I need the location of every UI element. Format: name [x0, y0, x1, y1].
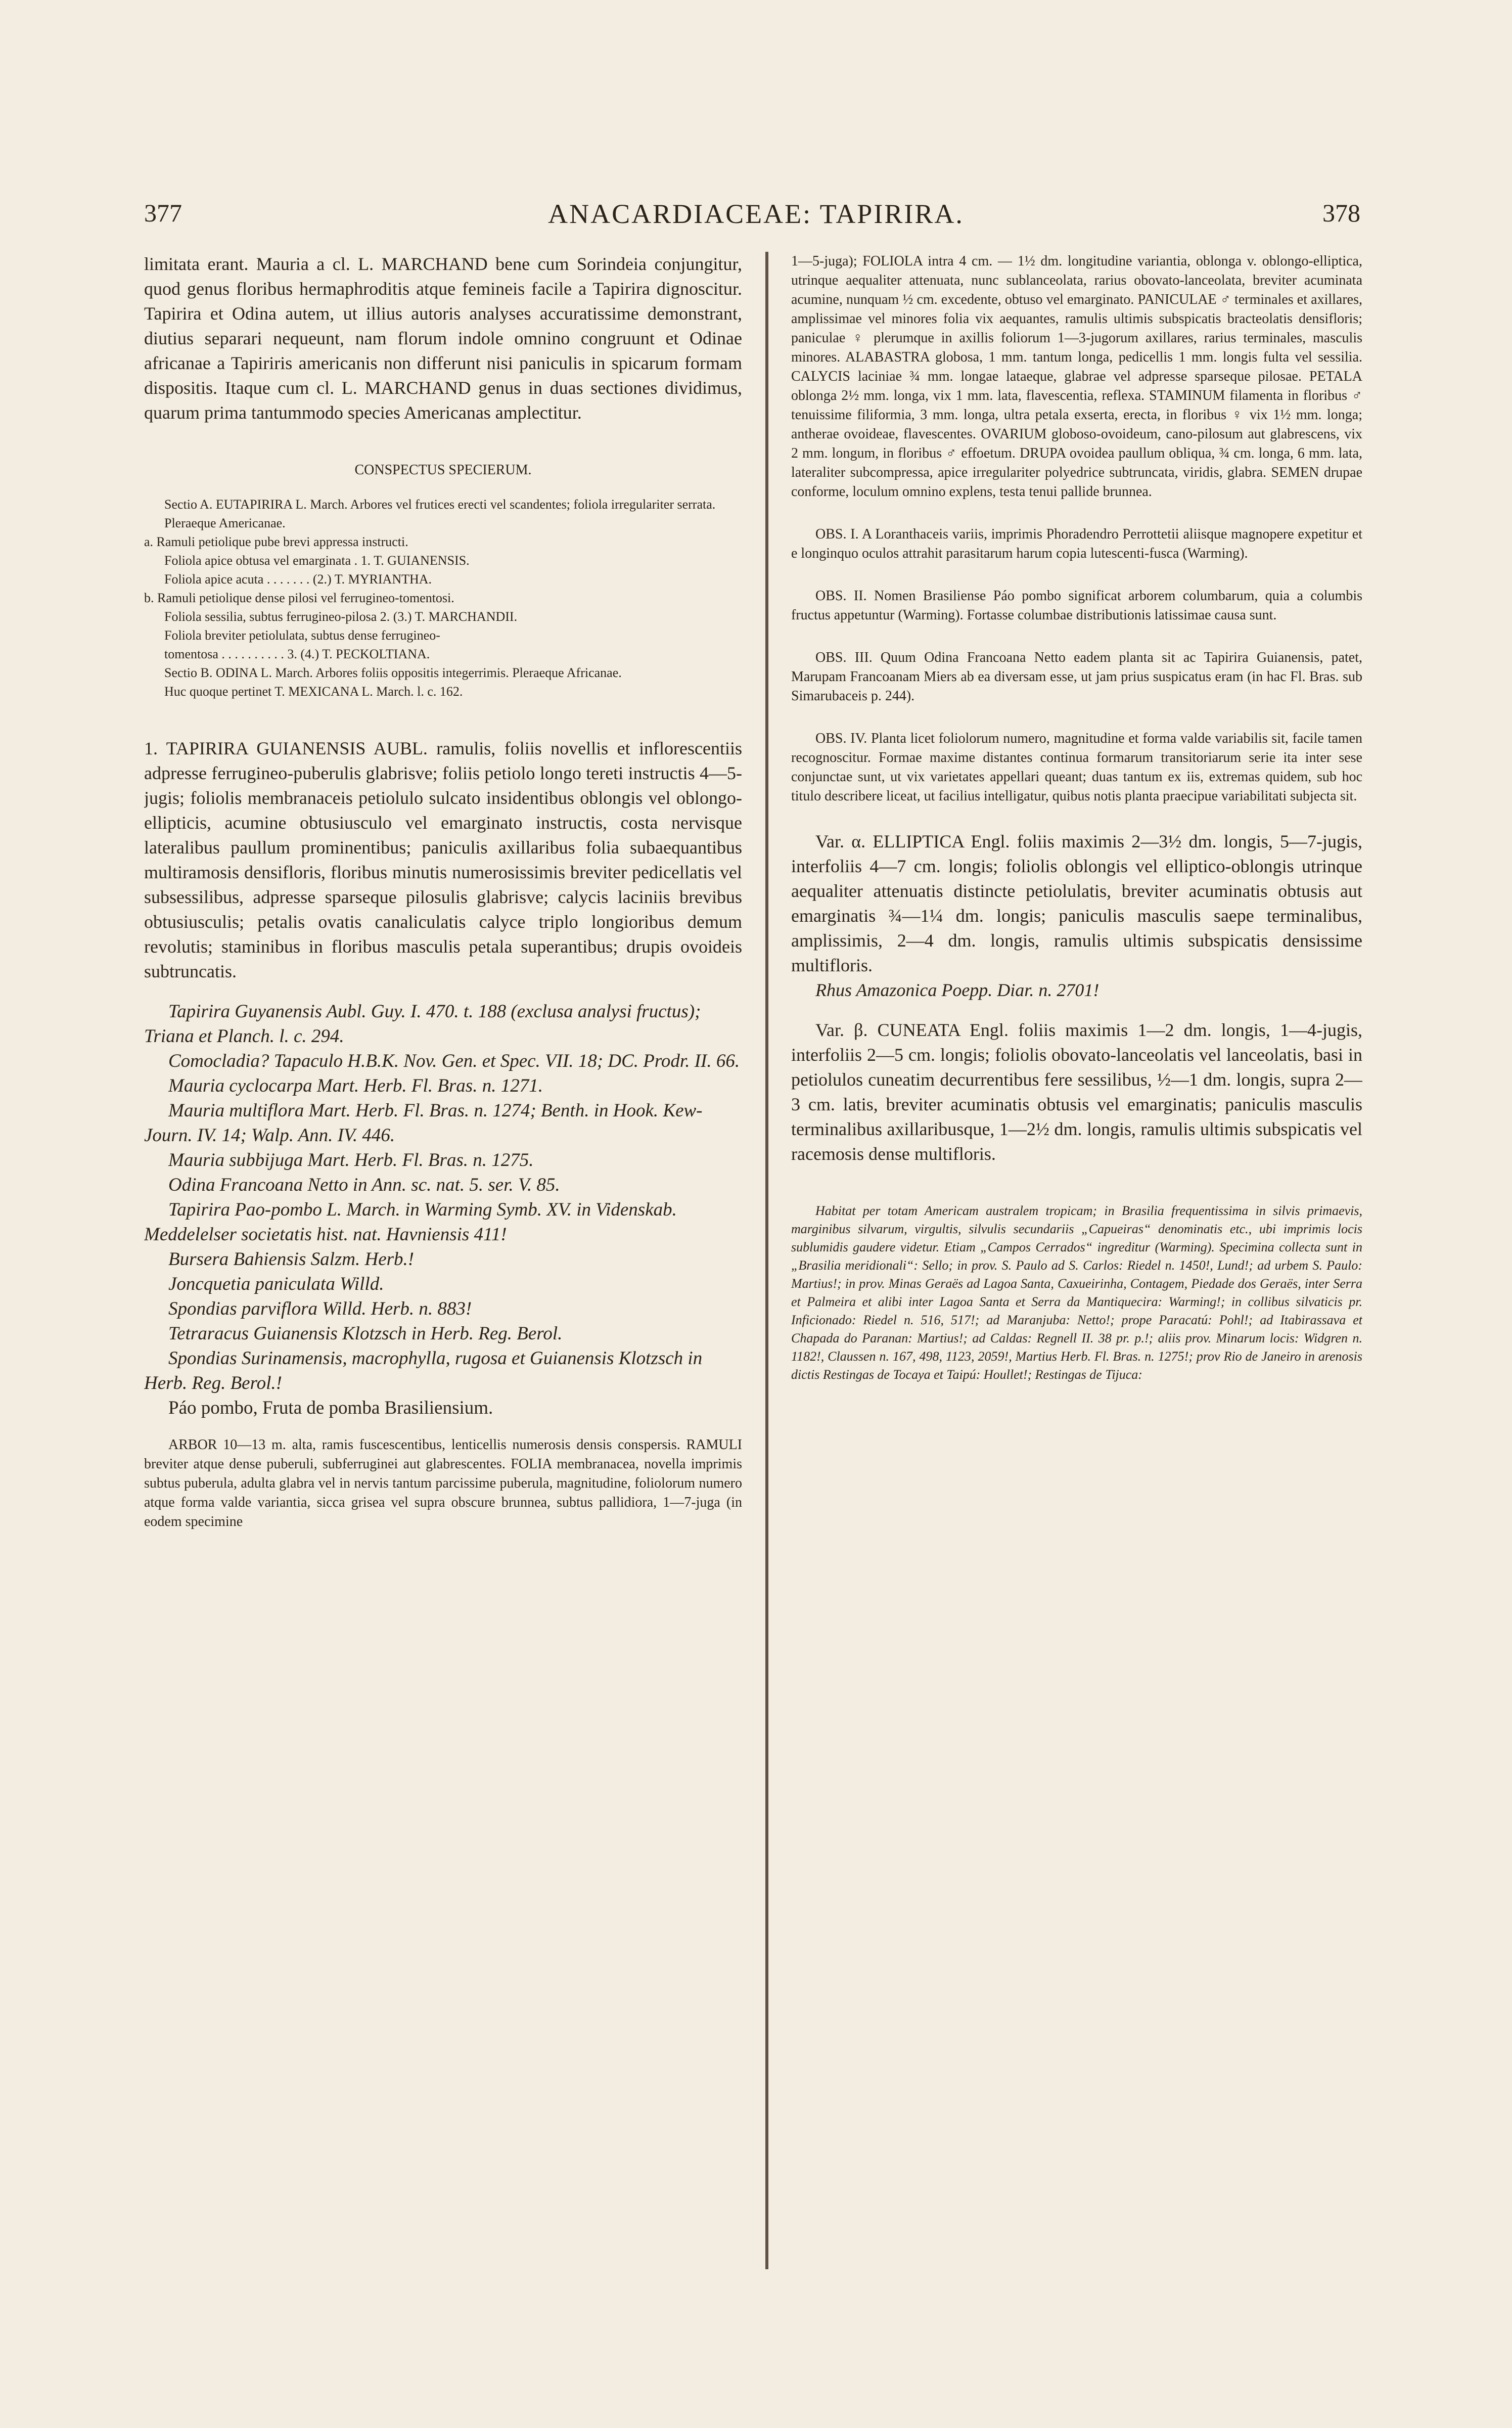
variety-alpha: Var. α. ELLIPTICA Engl. foliis maximis 2—3½ dm. longis, 5—7-jugis, interfoliis 4—7 cm. longis; foliolis oblongis vel elliptico-oblongis utrinque aequaliter attenuatis distincte petiolulatis, breviter acuminatis obtusis aut emarginatis ¾—1¼ dm. longis; paniculis masculis saepe terminalibus, amplissimis, 2—4 dm. longis, ramulis ultimis subspicatis densissime multifloris.: [791, 831, 1362, 975]
page-number-left: 377: [144, 199, 182, 227]
key-line: tomentosa . . . . . . . . . . 3. (4.) T. PECKOLTIANA.: [164, 647, 430, 661]
arbor-description: ARBOR 10—13 m. alta, ramis fuscescentibus, lenticellis numerosis densis conspersis. RAMULI breviter atque dense puberuli, subferruginei aut glabrescentes. FOLIA membranacea, novella imprimis subtus puberula, adulta glabra vel in nervis tantum parcissime puberula, magnitudine, foliolorum numero atque forma valde variantia, sicca grisea vel supra obscure brunnea, subtus pallidiora, 1—7-juga (in eodem specimine: [144, 1437, 742, 1530]
species-description: 1. TAPIRIRA GUIANENSIS AUBL. ramulis, foliis novellis et inflorescentiis adpresse ferrugineo-puberulis glabrisve; foliis petiolo longo tereti instructis 4—5-jugis; foliolis membranaceis petiolulo sulcato insidentibus oblongis vel oblongo-ellipticis, acumine obtusiusculo vel emarginato instructis, costa nervisque lateralibus paullum prominentibus; paniculis axillaribus folia subaequantibus multiramosis densifloris, floribus minutis numerosissimis breviter pedicellatis vel subsessilibus, adpresse sparseque pilosulis glabrisve; calycis laciniis brevibus obtusiusculis; petalis ovatis canaliculatis calyce triplo longioribus demum revolutis; staminibus in floribus masculis petala superantibus; drupis ovoideis subtruncatis.: [144, 738, 742, 981]
variety-alpha-synonym: Rhus Amazonica Poepp. Diar. n. 2701!: [815, 980, 1099, 1000]
page-header: [0, 198, 1512, 244]
synonym: Mauria subbijuga Mart. Herb. Fl. Bras. n. 1275.: [168, 1150, 534, 1171]
observation-1: OBS. I. A Loranthaceis variis, imprimis Phoradendro Perrottetii aliisque magnopere expetitur et e longinquo oculos attrahit parasitarum harum copia lutescenti-fusca (Warming).: [791, 526, 1362, 561]
page-number-right: 378: [1322, 199, 1360, 227]
key-line: b. Ramuli petiolique dense pilosi vel ferrugineo-tomentosi.: [144, 591, 454, 605]
key-line: Huc quoque pertinet T. MEXICANA L. March. l. c. 162.: [164, 684, 463, 699]
description-continued: 1—5-juga); FOLIOLA intra 4 cm. — 1½ dm. longitudine variantia, oblonga v. oblongo-elliptica, utrinque aequaliter attenuata, nunc sublanceolata, rarius obovato-lanceolata, breviter acuminata acumine, nunquam ½ cm. excedente, obtuso vel emarginato. PANICULAE ♂ terminales et axillares, amplissimae vel minores folia vix aequantes, ramulis ultimis subspicatis bracteolatis densifloris; paniculae ♀ plerumque in axillis foliorum 1—3-jugorum axillares, rarius terminales, masculis minores. ALABASTRA globosa, 1 mm. tantum longa, pedicellis 1 mm. longis fulta vel sessilia. CALYCIS laciniae ¾ mm. longae lataeque, glabrae vel adpresse sparseque pilosae. PETALA oblonga 2½ mm. longa, vix 1 mm. lata, flavescentia, reflexa. STAMINUM filamenta in floribus ♂ tenuissime filiformia, 3 mm. longa, ultra petala exserta, erecta, in floribus ♀ vix 1½ mm. longa; antherae ovoideae, flavescentes. OVARIUM globoso-ovoideum, cano-pilosum aut glabrescens, vix 2 mm. longum, in floribus ♂ effoetum. DRUPA ovoidea paullum obliqua, ¾ cm. longa, 6 mm. lata, lateraliter subcompressa, apice irregulariter polyedrice subtruncata, viridis, glabra. SEMEN drupae conforme, loculum omnino explens, testa tenui pallide brunnea.: [791, 253, 1362, 500]
synonym: Odina Francoana Netto in Ann. sc. nat. 5. ser. V. 85.: [168, 1175, 560, 1195]
key-line: Sectio B. ODINA L. March. Arbores foliis oppositis integerrimis. Pleraeque Africanae.: [164, 665, 622, 680]
key-line: Foliola breviter petiolulata, subtus dense ferrugineo-: [164, 628, 440, 643]
synonym-list: [144, 999, 742, 1420]
synonym: Spondias parviflora Willd. Herb. n. 883!: [168, 1298, 472, 1319]
synonym: Spondias Surinamensis, macrophylla, rugosa et Guianensis Klotzsch in Herb. Reg. Berol.!: [144, 1348, 703, 1393]
observation-2: OBS. II. Nomen Brasiliense Páo pombo significat arborem columbarum, quia a columbis fructus appetuntur (Warming). Fortasse columbae distributionis latissimae causa sunt.: [791, 588, 1362, 623]
key-line: Foliola apice obtusa vel emarginata . 1. T. GUIANENSIS.: [164, 553, 470, 568]
key-line: Foliola apice acuta . . . . . . . (2.) T. MYRIANTHA.: [164, 572, 432, 587]
observation-3: OBS. III. Quum Odina Francoana Netto eadem planta sit ac Tapirira Guianensis, patet, Marupam Francoanam Miers ab ea diversam esse, ut jam prius suspicatus eram (in hac Fl. Bras. sub Simarubaceis p. 244).: [791, 650, 1362, 704]
right-column: [791, 252, 1362, 2295]
species-key: [144, 495, 742, 701]
synonym: Tetraracus Guianensis Klotzsch in Herb. Reg. Berol.: [168, 1323, 563, 1344]
synonym: Comocladia? Tapaculo H.B.K. Nov. Gen. et Spec. VII. 18; DC. Prodr. II. 66.: [168, 1051, 740, 1071]
key-line: Foliola sessilia, subtus ferrugineo-pilosa 2. (3.) T. MARCHANDII.: [164, 609, 518, 624]
key-line: Sectio A. EUTAPIRIRA L. March. Arbores vel frutices erecti vel scandentes; foliola irregulariter serrata. Pleraeque Americanae.: [164, 497, 716, 530]
observation-4: OBS. IV. Planta licet foliolorum numero, magnitudine et forma valde variabilis sit, facile tamen recognoscitur. Formae maxime distantes continua formarum transitoriarum serie ita inter sese conjunctae sunt, ut vix varietates appellari queant; duas tantum ex iis, extremas quidem, sub hoc titulo describere liceat, ut facilius intelligatur, quibus notis planta praecipue variabilitati subjecta sit.: [791, 731, 1362, 804]
synonym: Tapirira Pao-pombo L. March. in Warming Symb. XV. in Videnskab. Meddelelser societatis hist. nat. Havniensis 411!: [144, 1199, 677, 1245]
synonym: Tapirira Guyanensis Aubl. Guy. I. 470. t. 188 (exclusa analysi fructus); Triana et Planch. l. c. 294.: [144, 1001, 701, 1047]
synonym: Mauria cyclocarpa Mart. Herb. Fl. Bras. n. 1271.: [168, 1075, 543, 1096]
habitat: Habitat per totam Americam australem tropicam; in Brasilia frequentissima in silvis primaevis, marginibus silvarum, virgultis, silvulis secundariis „Capueiras“ denominatis etc., ubi imprimis locis sublumidis gaudere videtur. Etiam „Campos Cerrados“ ingreditur (Warming). Specimina collecta sunt in „Brasilia meridionali“: Sello; in prov. S. Paulo ad S. Carlos: Riedel n. 1450!, Lund!; ad urbem S. Paulo: Martius!; in prov. Minas Geraës ad Lagoa Santa, Caxueirinha, Contagem, Piedade dos Geraës, inter Serra et Palmeira et alibi inter Lagoa Santa et Serra da Mantiquecira: Warming!; in collibus silvaticis pr. Inficionado: Riedel n. 516, 517!; ad Maranjuba: Netto!; prope Paracatú: Pohl!; ad Itabirassava et Chapada do Paranan: Martius!; ad Caldas: Regnell II. 38 pr. p.!; aliis prov. Minarum locis: Widgren n. 1182!, Claussen n. 167, 498, 1123, 2059!, Martius Herb. Fl. Bras. n. 1275!; prov Rio de Janeiro in arenosis dictis Restingas de Tocaya et Taipú: Houllet!; Restingas de Tijuca:: [791, 1203, 1362, 1382]
left-column: [144, 252, 742, 2295]
variety-beta: Var. β. CUNEATA Engl. foliis maximis 1—2 dm. longis, 1—4-jugis, interfoliis 2—5 cm. longis; foliolis obovato-lanceolatis vel lanceolatis, basi in petiolulos cuneatim decurrentibus fere sessilibus, ½—1 dm. longis, supra 2—3 cm. latis, breviter acuminatis obtusis vel emarginatis; paniculis masculis terminalibus axillaribusque, 1—2½ dm. longis, ramulis ultimis subspicatis vel racemosis dense multifloris.: [791, 1020, 1362, 1164]
synonym: Mauria multiflora Mart. Herb. Fl. Bras. n. 1274; Benth. in Hook. Kew-Journ. IV. 14; Walp. Ann. IV. 446.: [144, 1100, 703, 1146]
key-line: a. Ramuli petiolique pube brevi appressa instructi.: [144, 534, 408, 549]
column-divider: [765, 252, 768, 2269]
conspectus-title: CONSPECTUS SPECIERUM.: [354, 462, 532, 478]
synonym: Bursera Bahiensis Salzm. Herb.!: [168, 1249, 415, 1270]
vernacular-names: Páo pombo, Fruta de pomba Brasiliensium.: [168, 1398, 493, 1418]
running-title: ANACARDIACEAE: TAPIRIRA.: [548, 199, 964, 229]
intro-paragraph: limitata erant. Mauria a cl. L. MARCHAND bene cum Sorindeia conjungitur, quod genus floribus hermaphroditis atque femineis facile a Tapirira dignoscitur. Tapirira et Odina autem, ut illius autoris analyses accuratissime demonstrant, diutius separari nequeunt, nam florum indole omnino congruunt et Odinae africanae a Tapiriris americanis non differunt nisi paniculis in spicarum formam dispositis. Itaque cum cl. L. MARCHAND genus in duas sectiones dividimus, quarum prima tantummodo species Americanas amplectitur.: [144, 254, 742, 423]
synonym: Joncquetia paniculata Willd.: [168, 1274, 384, 1294]
